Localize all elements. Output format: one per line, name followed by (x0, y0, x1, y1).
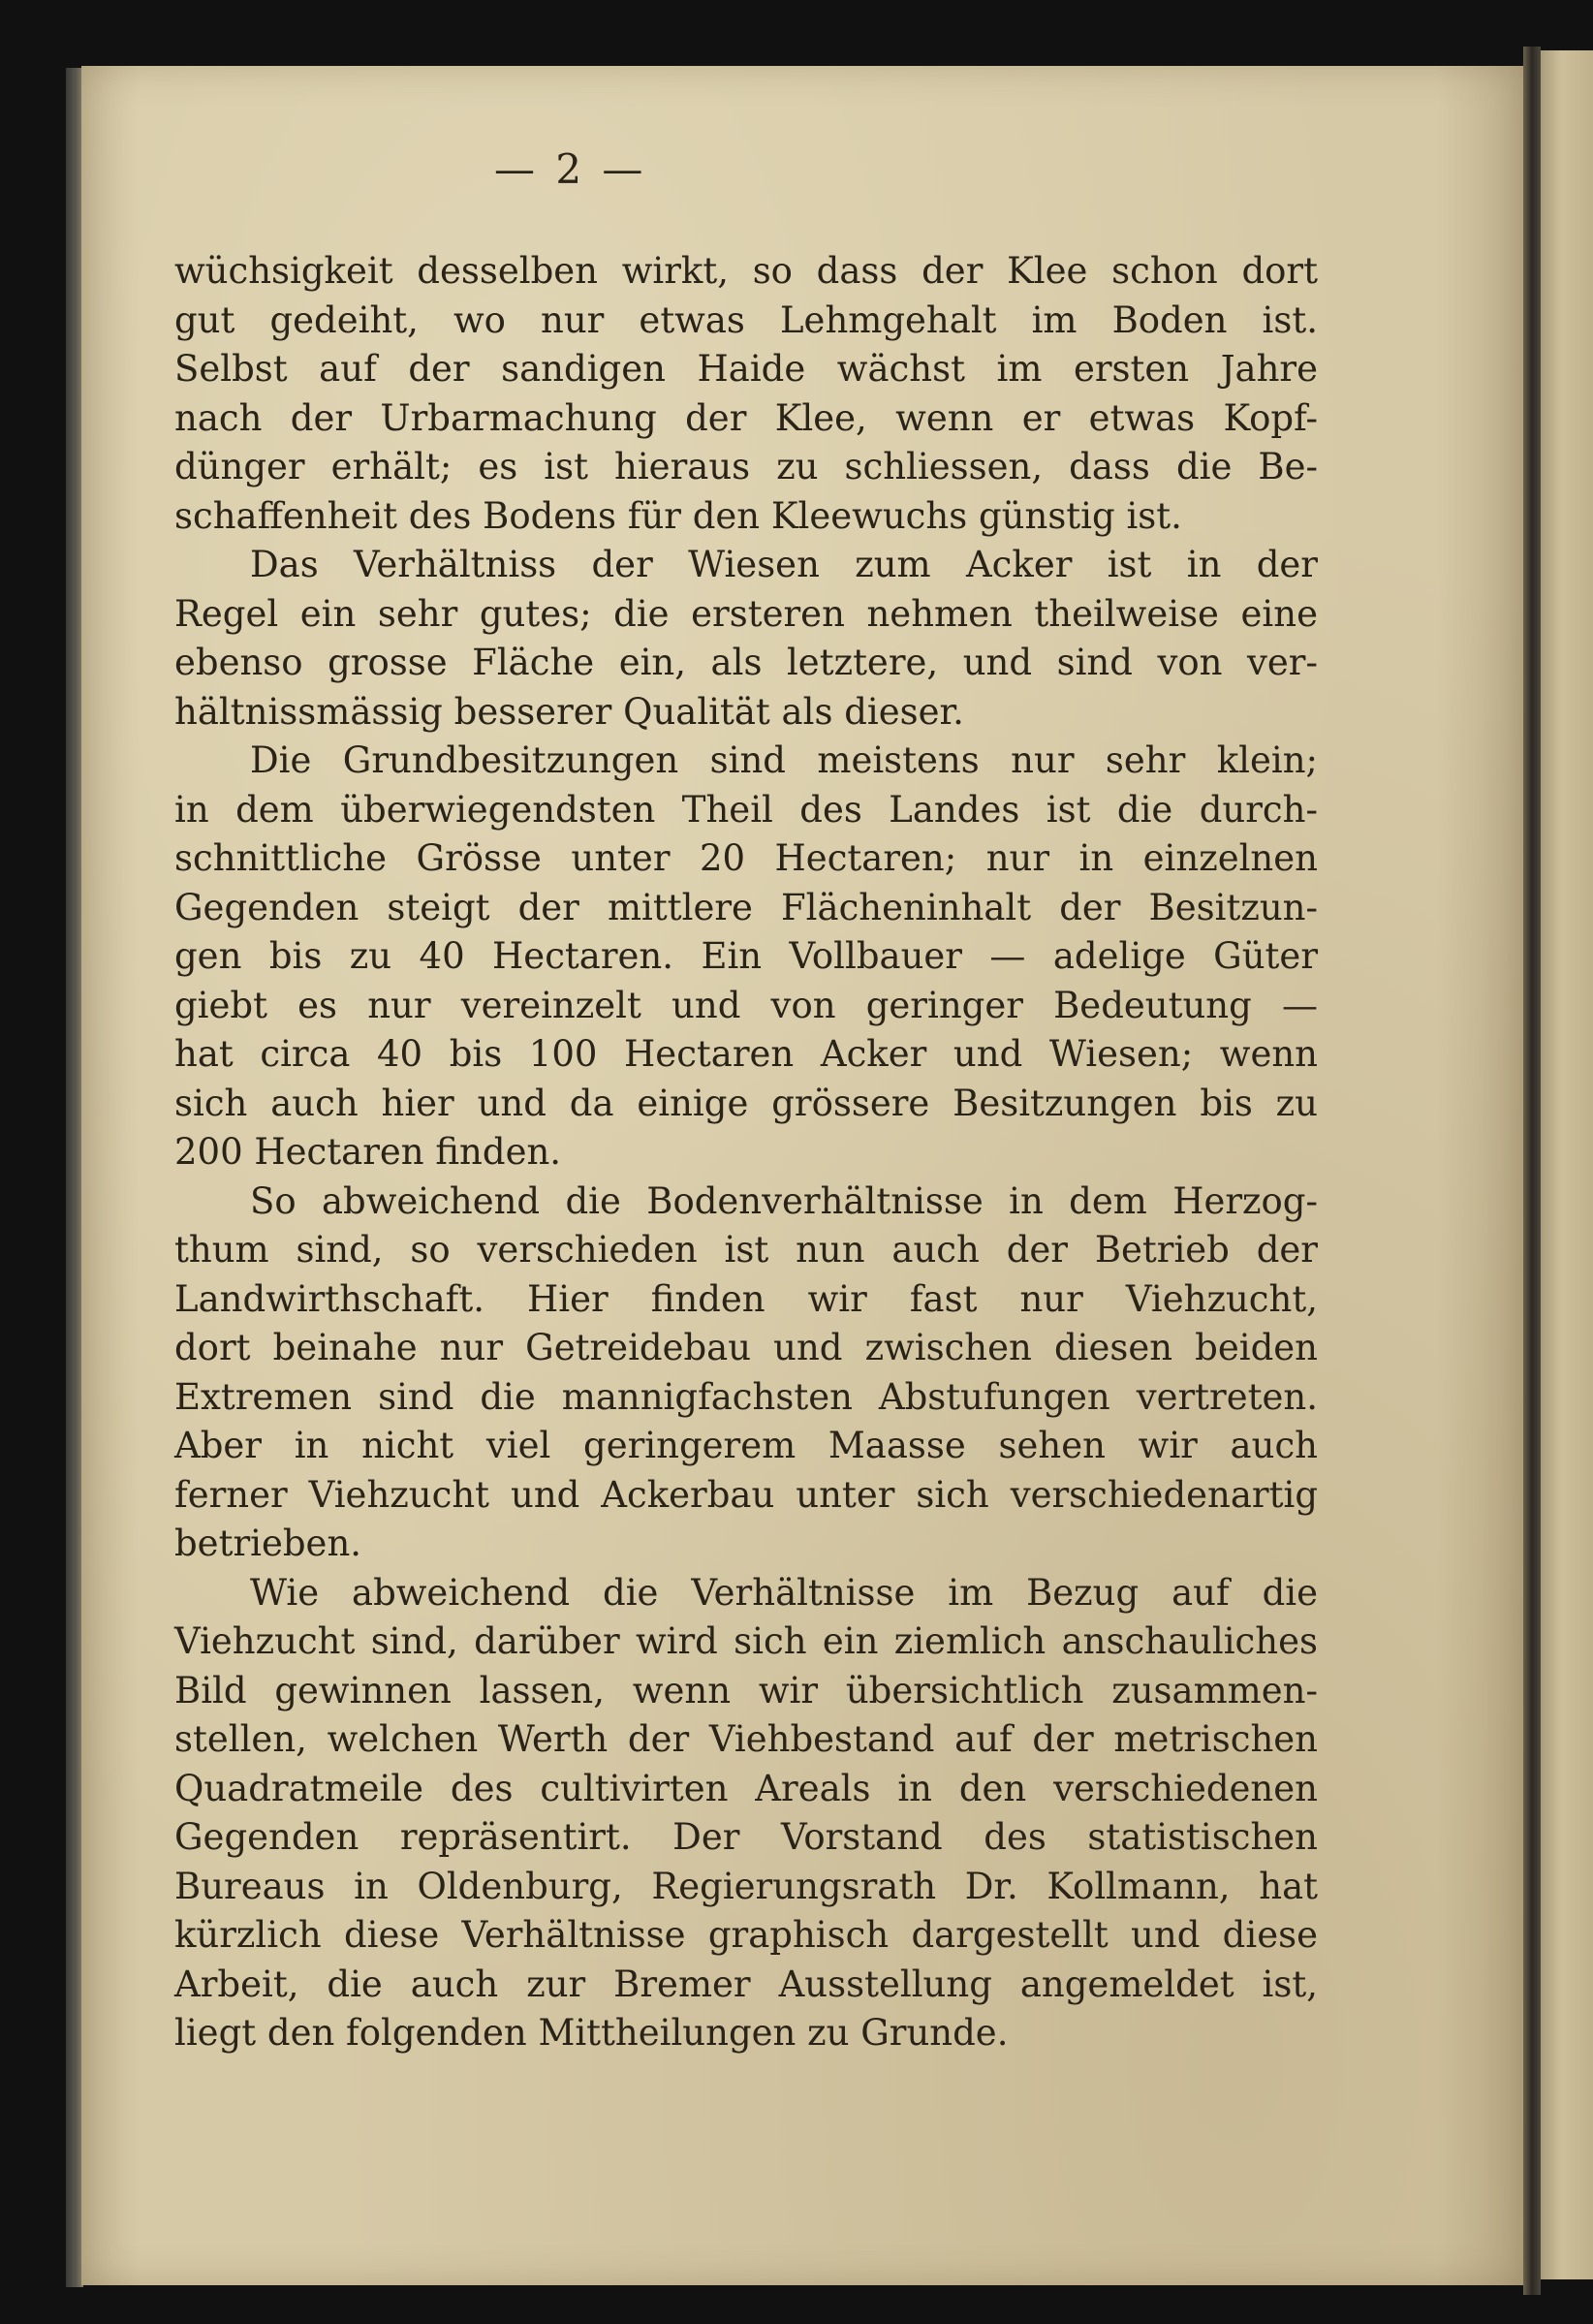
text-line: schaffenheit des Bodens für den Kleewuchs günstig ist. (174, 494, 1182, 537)
text-line: Das Verhältniss der Wiesen zum Acker ist in der (250, 544, 1318, 585)
text-line: So abweichend die Bodenverhältnisse in dem Herzog- (250, 1179, 1318, 1222)
text-line: in dem überwiegendsten Theil des Landes ist die durch- (174, 788, 1318, 831)
text-line: Bureaus in Oldenburg, Regierungsrath Dr. Kollmann, hat (174, 1865, 1318, 1907)
text-line: wüchsigkeit desselben wirkt, so dass der Klee schon dort (174, 250, 1318, 292)
facing-page-edge (1541, 50, 1593, 2279)
text-line: Bild gewinnen lassen, wenn wir übersichtlich zusammen- (174, 1669, 1318, 1712)
paragraph (174, 541, 1318, 737)
text-line: giebt es nur vereinzelt und von geringer Bedeutung — (174, 984, 1318, 1026)
text-line: kürzlich diese Verhältnisse graphisch dargestellt und diese (174, 1914, 1318, 1956)
text-line: ferner Viehzucht und Ackerbau unter sich verschiedenartig (174, 1473, 1318, 1516)
text-line: ebenso grosse Fläche ein, als letztere, und sind von ver- (174, 642, 1318, 683)
page-content (174, 145, 1318, 2058)
page-number: — 2 — (494, 145, 647, 193)
text-line: Viehzucht sind, darüber wird sich ein ziemlich anschauliches (174, 1620, 1318, 1662)
text-line: Die Grundbesitzungen sind meistens nur sehr klein; (250, 739, 1318, 781)
paragraph (174, 247, 1318, 541)
text-line: stellen, welchen Werth der Viehbestand auf der metrischen (174, 1718, 1318, 1760)
paragraph (174, 1569, 1318, 2058)
text-line: gen bis zu 40 Hectaren. Ein Vollbauer — adelige Güter (174, 935, 1318, 977)
text-line: schnittliche Grösse unter 20 Hectaren; nur in einzelnen (174, 837, 1318, 879)
text-line: 200 Hectaren finden. (174, 1131, 562, 1173)
text-line: dort beinahe nur Getreidebau und zwischen diesen beiden (174, 1327, 1318, 1368)
text-line: Gegenden steigt der mittlere Flächeninhalt der Besitzun- (174, 886, 1318, 928)
text-line: nach der Urbarmachung der Klee, wenn er etwas Kopf- (174, 396, 1318, 439)
text-line: Regel ein sehr gutes; die ersteren nehmen theilweise eine (174, 592, 1318, 635)
body-text (174, 247, 1318, 2058)
text-line: liegt den folgenden Mittheilungen zu Grunde. (174, 2012, 1009, 2054)
text-line: Selbst auf der sandigen Haide wächst im ersten Jahre (174, 348, 1318, 390)
text-line: Quadratmeile des cultivirten Areals in den verschiedenen (174, 1767, 1318, 1809)
text-line: Landwirthschaft. Hier finden wir fast nur Viehzucht, (174, 1277, 1318, 1320)
text-line: Gegenden repräsentirt. Der Vorstand des statistischen (174, 1816, 1318, 1858)
page-gutter (1523, 47, 1541, 2295)
text-line: sich auch hier und da einige grössere Besitzungen bis zu (174, 1082, 1318, 1124)
text-line: betrieben. (174, 1523, 362, 1564)
text-line: thum sind, so verschieden ist nun auch der Betrieb der (174, 1229, 1318, 1271)
text-line: Wie abweichend die Verhältnisse im Bezug auf die (250, 1571, 1318, 1614)
text-line: Aber in nicht viel geringerem Maasse sehen wir auch (174, 1425, 1318, 1466)
paragraph (174, 737, 1318, 1178)
paragraph (174, 1178, 1318, 1569)
text-line: Arbeit, die auch zur Bremer Ausstellung angemeldet ist, (174, 1963, 1318, 2005)
text-line: gut gedeiht, wo nur etwas Lehmgehalt im Boden ist. (174, 298, 1318, 341)
text-line: hältnissmässig besserer Qualität als dieser. (174, 690, 964, 733)
text-line: hat circa 40 bis 100 Hectaren Acker und Wiesen; wenn (174, 1033, 1318, 1075)
text-line: dünger erhält; es ist hieraus zu schliessen, dass die Be- (174, 446, 1318, 487)
text-line: Extremen sind die mannigfachsten Abstufungen vertreten. (174, 1375, 1318, 1418)
